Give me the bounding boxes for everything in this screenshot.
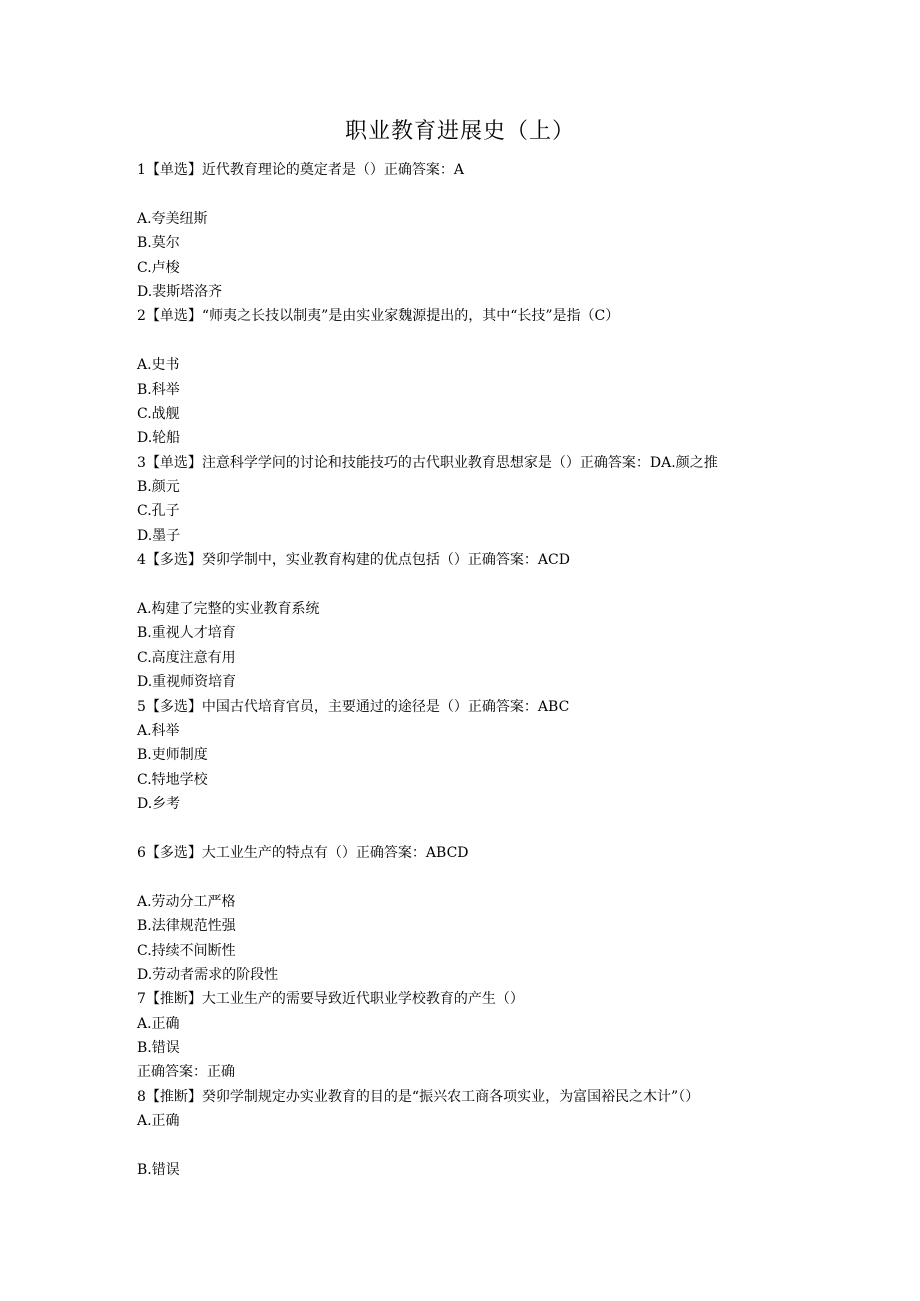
text-line: C.高度注意有用 <box>137 649 236 666</box>
text-line: 8【推断】癸卯学制规定办实业教育的目的是“振兴农工商各项实业，为富国裕民之木计”（） <box>137 1088 700 1105</box>
text-line: C.持续不间断性 <box>137 942 236 959</box>
text-line: 1【单选】近代教育理论的奠定者是（）正确答案：A <box>137 162 465 178</box>
text-line: D.轮船 <box>137 430 181 447</box>
blank-line <box>137 817 837 841</box>
text-line: 正确答案：正确 <box>137 1064 235 1081</box>
blank-line <box>137 182 837 206</box>
text-line: A.正确 <box>137 1113 180 1130</box>
text-line: D.重视师资培育 <box>137 674 237 691</box>
text-line: A.夸美纽斯 <box>137 210 208 227</box>
text-line: B.重视人才培育 <box>137 625 236 642</box>
text-line: D.劳动者需求的阶段性 <box>137 966 279 983</box>
text-line: A.正确 <box>137 1015 180 1032</box>
blank-line <box>137 329 837 353</box>
text-line: A.科举 <box>137 722 180 739</box>
text-line: B.错误 <box>137 1040 180 1057</box>
document-body <box>137 158 837 1182</box>
text-line: A.劳动分工严格 <box>137 893 236 910</box>
text-line: A.构建了完整的实业教育系统 <box>137 601 320 618</box>
blank-line <box>137 573 837 597</box>
text-line: C.战舰 <box>137 405 180 422</box>
text-line: B.吏师制度 <box>137 747 208 764</box>
text-line: B.科举 <box>137 381 180 398</box>
text-line: C.卢梭 <box>137 259 180 276</box>
text-line: 3【单选】注意科学学问的讨论和技能技巧的古代职业教育思想家是（）正确答案：DA.颜之推 <box>137 454 718 471</box>
text-line: B.莫尔 <box>137 235 180 252</box>
text-line: D.乡考 <box>137 796 181 813</box>
text-line: D.墨子 <box>137 527 181 544</box>
blank-line <box>137 1134 837 1158</box>
text-line: 4【多选】癸卯学制中，实业教育构建的优点包括（）正确答案：ACD <box>137 552 570 569</box>
text-line: D.裴斯塔洛齐 <box>137 283 223 300</box>
blank-line <box>137 865 837 889</box>
text-line: B.颜元 <box>137 479 180 496</box>
document-title: 职业教育进展史（上） <box>344 119 575 144</box>
text-line: C.孔子 <box>137 503 180 520</box>
text-line: B.法律规范性强 <box>137 918 236 935</box>
text-line: B.错误 <box>137 1162 180 1179</box>
text-line: 2【单选】“师夷之长技以制夷”是由实业家魏源提出的，其中“长技”是指（C） <box>137 308 620 325</box>
text-line: 6【多选】大工业生产的特点有（）正确答案：ABCD <box>137 844 469 861</box>
text-line: 5【多选】中国古代培育官员，主要通过的途径是（）正确答案：ABC <box>137 698 570 715</box>
text-line: C.特地学校 <box>137 771 208 788</box>
text-line: A.史书 <box>137 357 180 374</box>
text-line: 7【推断】大工业生产的需要导致近代职业学校教育的产生（） <box>137 991 524 1008</box>
